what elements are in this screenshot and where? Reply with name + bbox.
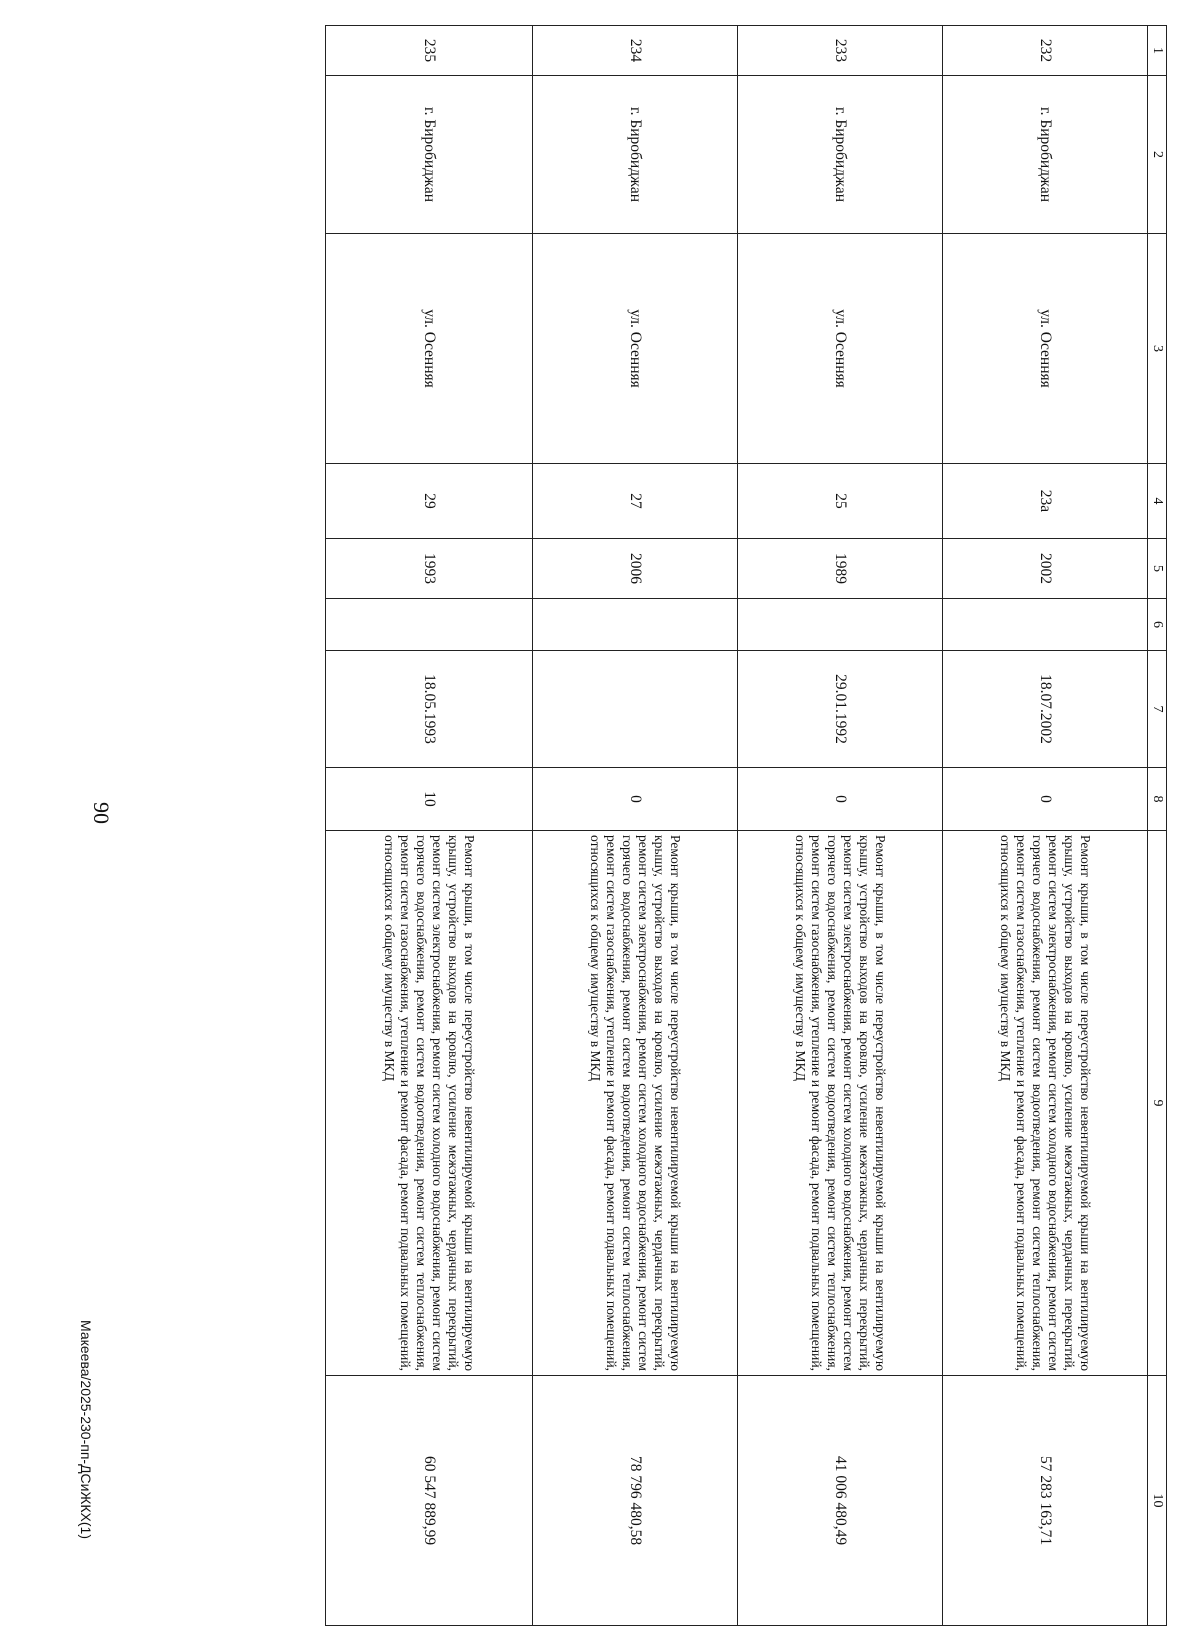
row-number: 233 — [738, 26, 943, 76]
column-header: 7 — [1148, 651, 1167, 768]
city-cell: г. Биробиджан — [943, 76, 1148, 234]
table-row — [738, 26, 943, 1626]
date-cell: 29.01.1992 — [738, 651, 943, 768]
column-8-cell: 0 — [533, 768, 738, 831]
column-header: 6 — [1148, 599, 1167, 651]
document-code: Макеева/2025-230-пп-ДСиЖКХ(1) — [78, 1320, 94, 1540]
works-description-cell: Ремонт крыши, в том числе переустройство невентилируемой крыши на вентилируемую крышу, устройство выходов на кровлю, усиление межэтажных, чердачных перекрытий, ремонт систем электроснабжения, ремонт систем холодного водоснабжения, ремонт систем горячего водоснабжения, ремонт систем водоотведения, ремонт систем теплоснабжения, ремонт систем газоснабжения, утепление и ремонт фасада, ремонт подвальных помещений, относящихся к общему имуществу в МКД — [738, 831, 943, 1376]
column-8-cell: 0 — [943, 768, 1148, 831]
column-6-cell — [326, 599, 533, 651]
column-6-cell — [533, 599, 738, 651]
works-description-cell: Ремонт крыши, в том числе переустройство невентилируемой крыши на вентилируемую крышу, устройство выходов на кровлю, усиление межэтажных, чердачных перекрытий, ремонт систем электроснабжения, ремонт систем холодного водоснабжения, ремонт систем горячего водоснабжения, ремонт систем водоотведения, ремонт систем теплоснабжения, ремонт систем газоснабжения, утепление и ремонт фасада, ремонт подвальных помещений, относящихся к общему имуществу в МКД — [326, 831, 533, 1376]
house-number-cell: 23а — [943, 464, 1148, 539]
cost-cell: 78 796 480,58 — [533, 1376, 738, 1626]
housing-register-table — [325, 25, 1167, 1626]
date-cell: 18.07.2002 — [943, 651, 1148, 768]
column-header: 3 — [1148, 234, 1167, 464]
table-row — [943, 26, 1148, 1626]
street-cell: ул. Осенняя — [943, 234, 1148, 464]
column-8-cell: 10 — [326, 768, 533, 831]
street-cell: ул. Осенняя — [326, 234, 533, 464]
house-number-cell: 25 — [738, 464, 943, 539]
house-number-cell: 27 — [533, 464, 738, 539]
column-header: 1 — [1148, 26, 1167, 76]
table-row — [533, 26, 738, 1626]
row-number: 234 — [533, 26, 738, 76]
column-6-cell — [738, 599, 943, 651]
column-8-cell: 0 — [738, 768, 943, 831]
column-header: 5 — [1148, 539, 1167, 599]
construction-year-cell: 2002 — [943, 539, 1148, 599]
house-number-cell: 29 — [326, 464, 533, 539]
column-header: 2 — [1148, 76, 1167, 234]
column-header: 9 — [1148, 831, 1167, 1376]
city-cell: г. Биробиджан — [326, 76, 533, 234]
city-cell: г. Биробиджан — [738, 76, 943, 234]
date-cell: 18.05.1993 — [326, 651, 533, 768]
row-number: 235 — [326, 26, 533, 76]
construction-year-cell: 1993 — [326, 539, 533, 599]
column-6-cell — [943, 599, 1148, 651]
column-header: 4 — [1148, 464, 1167, 539]
column-number-row — [1148, 26, 1167, 1626]
column-header: 8 — [1148, 768, 1167, 831]
date-cell — [533, 651, 738, 768]
street-cell: ул. Осенняя — [533, 234, 738, 464]
table-row — [326, 26, 533, 1626]
street-cell: ул. Осенняя — [738, 234, 943, 464]
row-number: 232 — [943, 26, 1148, 76]
cost-cell: 57 283 163,71 — [943, 1376, 1148, 1626]
works-description-cell: Ремонт крыши, в том числе переустройство невентилируемой крыши на вентилируемую крышу, устройство выходов на кровлю, усиление межэтажных, чердачных перекрытий, ремонт систем электроснабжения, ремонт систем холодного водоснабжения, ремонт систем горячего водоснабжения, ремонт систем водоотведения, ремонт систем теплоснабжения, ремонт систем газоснабжения, утепление и ремонт фасада, ремонт подвальных помещений, относящихся к общему имуществу в МКД — [943, 831, 1148, 1376]
construction-year-cell: 2006 — [533, 539, 738, 599]
cost-cell: 60 547 889,99 — [326, 1376, 533, 1626]
city-cell: г. Биробиджан — [533, 76, 738, 234]
cost-cell: 41 006 480,49 — [738, 1376, 943, 1626]
construction-year-cell: 1989 — [738, 539, 943, 599]
page-number: 90 — [89, 802, 114, 824]
works-description-cell: Ремонт крыши, в том числе переустройство невентилируемой крыши на вентилируемую крышу, устройство выходов на кровлю, усиление межэтажных, чердачных перекрытий, ремонт систем электроснабжения, ремонт систем холодного водоснабжения, ремонт систем горячего водоснабжения, ремонт систем водоотведения, ремонт систем теплоснабжения, ремонт систем газоснабжения, утепление и ремонт фасада, ремонт подвальных помещений, относящихся к общему имуществу в МКД — [533, 831, 738, 1376]
column-header: 10 — [1148, 1376, 1167, 1626]
